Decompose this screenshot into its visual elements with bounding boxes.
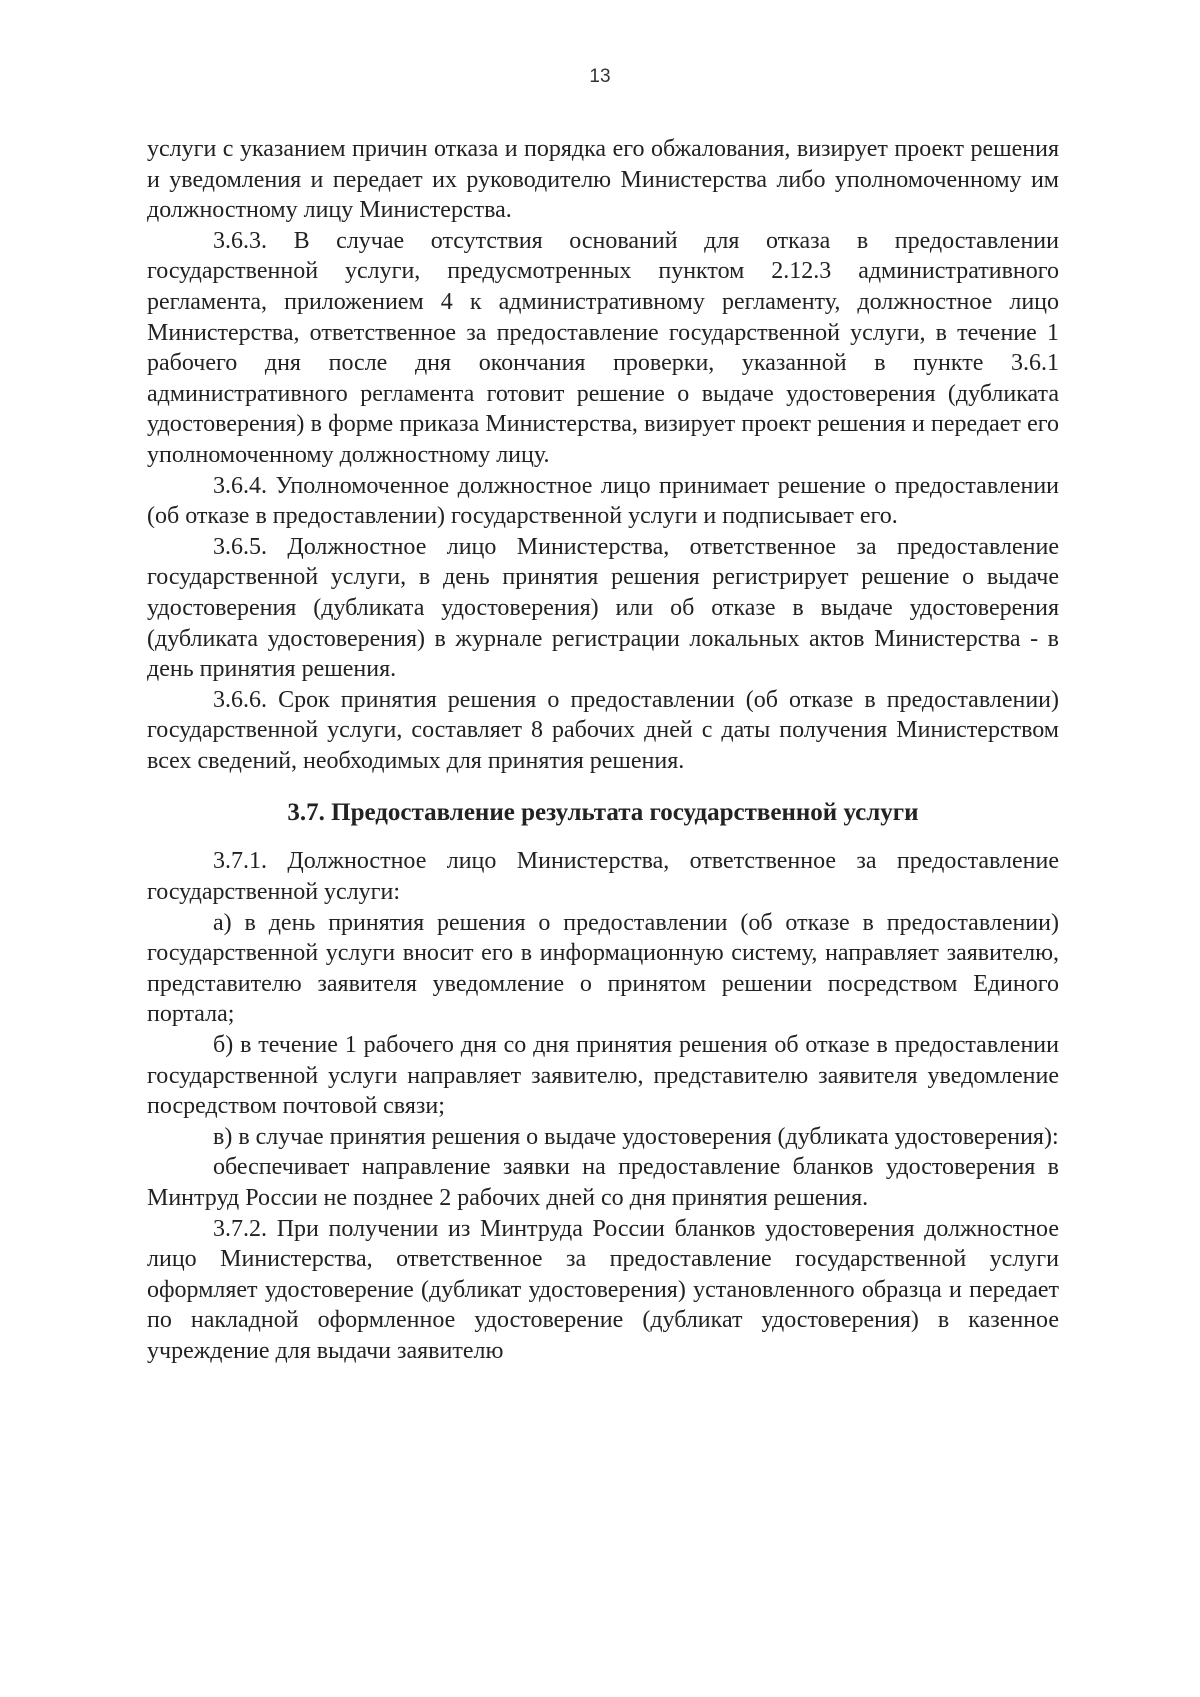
paragraph-3-7-1-v-sub: обеспечивает направление заявки на предоставление бланков удостоверения в Минтруд России не позднее 2 рабочих дней со дня принятия решения.: [147, 1154, 1059, 1211]
paragraph-3-6-5: 3.6.5. Должностное лицо Министерства, ответственное за предоставление государственной услуги, в день принятия решения регистрирует решение о выдаче удостоверения (дубликата удостоверения) или об отказе в выдаче удостоверения (дубликата удостоверения) в журнале регистрации локальных актов Министерства - в день принятия решения.: [147, 533, 1059, 683]
paragraph-3-6-6: 3.6.6. Срок принятия решения о предоставлении (об отказе в предоставлении) государственной услуги, составляет 8 рабочих дней с даты получения Министерством всех сведений, необходимых для принятия решения.: [147, 686, 1059, 774]
paragraph-3-7-1: 3.7.1. Должностное лицо Министерства, ответственное за предоставление государственной услуги:: [147, 848, 1059, 906]
paragraph-3-7-1-v: в) в случае принятия решения о выдаче удостоверения (дубликата удостоверения):: [213, 1123, 1059, 1150]
page-number: 13: [589, 66, 611, 87]
paragraph-3-7-1-b: б) в течение 1 рабочего дня со дня принятия решения об отказе в предоставлении государственной услуги направляет заявителю, представителю заявителя уведомление посредством почтовой связи;: [147, 1032, 1059, 1120]
paragraph-3-6-4: 3.6.4. Уполномоченное должностное лицо принимает решение о предоставлении (об отказе в предоставлении) государственной услуги и подписывает его.: [147, 472, 1059, 530]
paragraph-3-7-2: 3.7.2. При получении из Минтруда России бланков удостоверения должностное лицо Министерства, ответственное за предоставление государственной услуги оформляет удостоверение (дубликат удостоверения) установленного образца и передает по накладной оформленное удостоверение (дубликат удостоверения) в казенное учреждение для выдачи заявителю: [147, 1215, 1059, 1364]
section-heading: 3.7. Предоставление результата государственной услуги: [287, 799, 919, 827]
paragraph-continuation: услуги с указанием причин отказа и порядка его обжалования, визирует проект решения и уведомления и передает их руководителю Министерства либо уполномоченному им должностному лицу Министерства.: [147, 136, 1059, 224]
paragraph-3-7-1-a: а) в день принятия решения о предоставлении (об отказе в предоставлении) государственной услуги вносит его в информационную систему, направляет заявителю, представителю заявителя уведомление о принятом решении посредством Единого портала;: [147, 909, 1059, 1028]
paragraph-3-6-3: 3.6.3. В случае отсутствия оснований для отказа в предоставлении государственной услуги, предусмотренных пунктом 2.12.3 административного регламента, приложением 4 к административному регламенту, должностное лицо Министерства, ответственное за предоставление государственной услуги, в течение 1 рабочего дня после дня окончания проверки, указанной в пункте 3.6.1 административного регламента готовит решение о выдаче удостоверения (дубликата удостоверения) в форме приказа Министерства, визирует проект решения и передает его уполномоченному должностному лицу.: [147, 227, 1059, 468]
document-body: [147, 134, 1059, 1367]
